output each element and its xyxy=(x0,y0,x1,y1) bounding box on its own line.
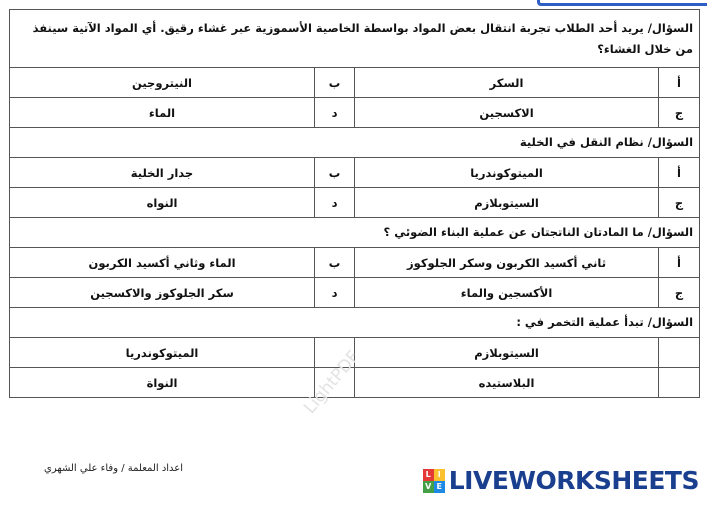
question-1-letter-a: أ xyxy=(659,68,700,98)
question-1-letter-c: ج xyxy=(659,98,700,128)
question-3-letter-d: د xyxy=(315,278,355,308)
live-badge-icon: L I V E xyxy=(423,469,445,493)
question-2-letter-c: ج xyxy=(659,188,700,218)
question-3-text: السؤال/ ما المادتان الناتجتان عن عملية البناء الضوئي ؟ xyxy=(10,218,700,248)
question-3-letter-c: ج xyxy=(659,278,700,308)
question-4-option-d[interactable]: النواة xyxy=(10,368,315,398)
question-3-option-c[interactable]: الأكسجين والماء xyxy=(355,278,659,308)
brand-name: LIVEWORKSHEETS xyxy=(448,466,699,495)
brand-logo[interactable] xyxy=(423,466,699,495)
question-1-letter-d: د xyxy=(315,98,355,128)
question-2-option-a[interactable]: الميتوكوندريا xyxy=(355,158,659,188)
question-3-option-d[interactable]: سكر الجلوكوز والاكسجين xyxy=(10,278,315,308)
question-table xyxy=(9,9,700,398)
question-3-letter-a: أ xyxy=(659,248,700,278)
question-1-option-a[interactable]: السكر xyxy=(355,68,659,98)
question-1-option-c[interactable]: الاكسجين xyxy=(355,98,659,128)
question-1-option-d[interactable]: الماء xyxy=(10,98,315,128)
corner-accent xyxy=(537,0,707,6)
question-1-letter-b: ب xyxy=(315,68,355,98)
question-2-letter-d: د xyxy=(315,188,355,218)
question-4-option-a[interactable]: السيتوبلازم xyxy=(355,338,659,368)
question-2-option-d[interactable]: النواه xyxy=(10,188,315,218)
question-3-letter-b: ب xyxy=(315,248,355,278)
question-2-letter-a: أ xyxy=(659,158,700,188)
question-2-text: السؤال/ نظام النقل في الخلية xyxy=(10,128,700,158)
question-4-letter-a xyxy=(659,338,700,368)
question-4-text: السؤال/ تبدأ عملية التخمر في : xyxy=(10,308,700,338)
question-3-option-a[interactable]: ثاني أكسيد الكربون وسكر الجلوكوز xyxy=(355,248,659,278)
question-2-option-c[interactable]: السيتوبلازم xyxy=(355,188,659,218)
question-1-text: السؤال/ يريد أحد الطلاب تجربة انتقال بعض المواد بواسطة الخاصية الأسموزية عبر غشاء رقيق. أي المواد الآتية سينفذ من خلال الغشاء؟ xyxy=(10,10,700,68)
author-credit: اعداد المعلمة / وفاء علي الشهري xyxy=(44,463,184,474)
question-4-letter-c xyxy=(659,368,700,398)
question-2-option-b[interactable]: جدار الخلية xyxy=(10,158,315,188)
question-4-option-c[interactable]: البلاستيده xyxy=(355,368,659,398)
question-4-option-b[interactable]: الميتوكوندريا xyxy=(10,338,315,368)
question-2-letter-b: ب xyxy=(315,158,355,188)
question-1-option-b[interactable]: النيتروجين xyxy=(10,68,315,98)
watermark: LightPDF xyxy=(300,347,364,418)
question-3-option-b[interactable]: الماء وثاني أكسيد الكربون xyxy=(10,248,315,278)
